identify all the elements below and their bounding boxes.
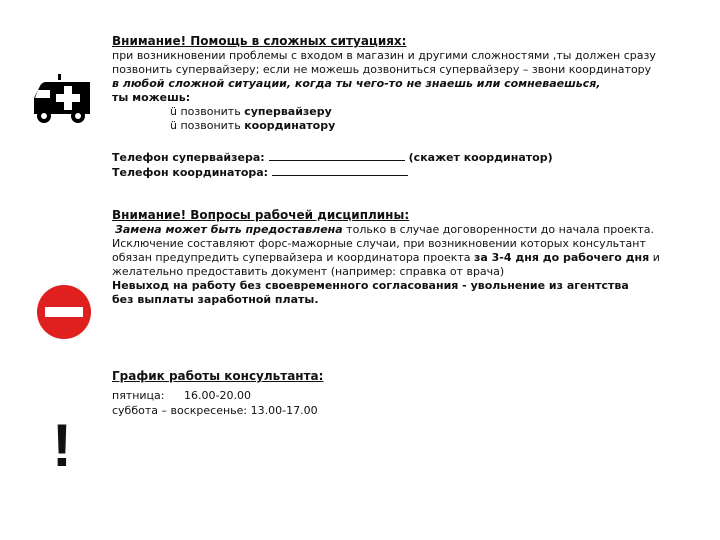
no-entry-icon (36, 284, 92, 340)
ambulance-icon (28, 70, 94, 124)
help-title: Внимание! Помощь в сложных ситуациях: (112, 34, 407, 48)
help-bold-line-2: ты можешь: (112, 91, 191, 104)
phones-block (112, 150, 712, 180)
supervisor-phone-row (112, 150, 712, 165)
coordinator-phone-blank (272, 165, 408, 176)
supervisor-phone-note: (скажет координатор) (408, 151, 553, 164)
discipline-line-6: без выплаты заработной платы. (112, 293, 319, 306)
schedule-section (112, 368, 712, 418)
discipline-line-3: обязан предупредить супервайзера и координатора проекта за 3-4 дня до рабочего дня и (112, 251, 660, 264)
supervisor-phone-blank (269, 150, 405, 161)
discipline-line-1: Замена может быть предоставлена только в случае договоренности до начала проекта. (115, 223, 655, 236)
check-icon: ü (170, 105, 177, 118)
exclamation-icon: ! (52, 412, 72, 479)
coordinator-phone-label: Телефон координатора: (112, 166, 269, 179)
check-item-supervisor: ü позвонить супервайзеру (170, 105, 332, 118)
help-text-line-2: позвонить супервайзеру; если не можешь дозвониться супервайзеру – звони координатору (112, 63, 652, 76)
discipline-line-4: желательно предоставить документ (например: справка от врача) (112, 265, 505, 278)
schedule-row-friday (112, 388, 712, 403)
help-section (112, 33, 712, 133)
discipline-title: Внимание! Вопросы рабочей дисциплины: (112, 208, 410, 222)
help-bold-line-1: в любой сложной ситуации, когда ты чего-то не знаешь или сомневаешься, (112, 77, 601, 90)
coordinator-phone-row (112, 165, 712, 180)
schedule-row-friday-label: пятница: (112, 389, 165, 402)
schedule-row-weekend: суббота – воскресенье: 13.00-17.00 (112, 404, 318, 417)
schedule-row-friday-value: 16.00-20.00 (184, 389, 251, 402)
check-icon: ü (170, 119, 177, 132)
schedule-title: График работы консультанта: (112, 369, 324, 383)
help-text-line-1: при возникновении проблемы с входом в магазин и другими сложностями ,ты должен сразу (112, 49, 656, 62)
discipline-section (112, 207, 712, 307)
supervisor-phone-label: Телефон супервайзера: (112, 151, 265, 164)
check-item-coordinator: ü позвонить координатору (170, 119, 336, 132)
discipline-line-5: Невыход на работу без своевременного согласования - увольнение из агентства (112, 279, 629, 292)
discipline-line-2: Исключение составляют форс-мажорные случаи, при возникновении которых консультант (112, 237, 646, 250)
